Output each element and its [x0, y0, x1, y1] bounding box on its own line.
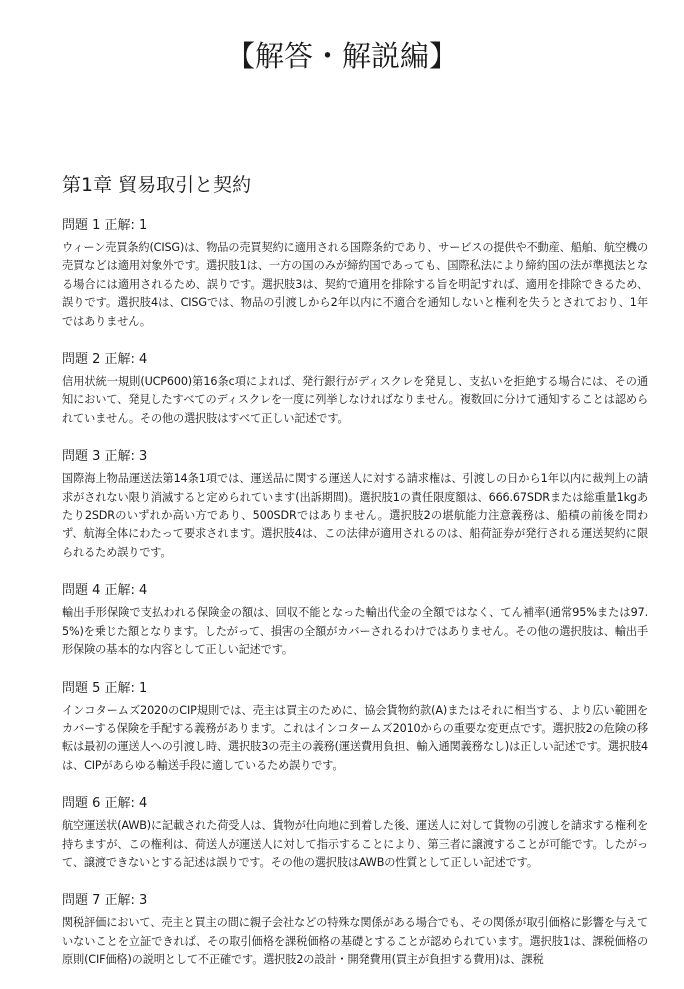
answer-item-2 [62, 350, 648, 428]
answer-item-7 [62, 891, 648, 969]
answer-heading: 問題 1 正解: 1 [62, 218, 148, 233]
answer-explanation: インコタームズ2020のCIP規則では、売主は買主のために、協会貨物約款(A)またはそれに相当する、より広い範囲をカバーする保険を手配する義務があります。これはインコタームズ2010からの重要な変更点です。選択肢2の危険の移転は最初の運送人への引渡し時、選択肢3の売主の義務(運送費用負担、輸入通関義務なし)は正しい記述です。選択肢4は、CIPがあらゆる輸送手段に適しているため誤りです。 [62, 703, 648, 772]
answer-heading: 問題 6 正解: 4 [62, 796, 148, 812]
answer-item-6 [62, 794, 648, 872]
answer-explanation: 輸出手形保険で支払われる保険金の額は、回収不能となった輸出代金の全額ではなく、てん補率(通常95%または97.5%)を乗じた額となります。したがって、損害の全額がカバーされるわけではありません。その他の選択肢は、輸出手形保険の基本的な内容として正しい記述です。 [62, 606, 648, 657]
answer-explanation: 信用状統一規則(UCP600)第16条c項によれば、発行銀行がディスクレを発見し、支払いを拒絶する場合には、その通知において、発見したすべてのディスクレを一度に列挙しなければなりません。複数回に分けて通知することは認められていません。その他の選択肢はすべて正しい記述です。 [62, 375, 648, 425]
answer-explanation: 関税評価において、売主と買主の間に親子会社などの特殊な関係がある場合でも、その関係が取引価格に影響を与えていないことを立証できれば、その取引価格を課税価格の基礎とすることが認められています。選択肢1は、課税価格の原則(CIF価格)の説明として不正確です。選択肢2の設計・開発費用(買主が負担する費用)は、課税 [62, 916, 648, 967]
answer-heading: 問題 2 正解: 4 [62, 352, 148, 368]
answer-explanation: 航空運送状(AWB)に記載された荷受人は、貨物が仕向地に到着した後、運送人に対して貨物の引渡しを請求する権利を持ちますが、この権利は、荷送人が運送人に対して指示することにより、第三者に譲渡することが可能です。したがって、譲渡できないとする記述は誤りです。その他の選択肢はAWBの性質として正しい記述です。 [62, 819, 648, 869]
page-title: 【解答・解説編】 [225, 39, 458, 73]
chapter-title: 第1章 貿易取引と契約 [62, 174, 252, 196]
answer-item-4 [62, 581, 648, 659]
answer-explanation: 国際海上物品運送法第14条1項では、運送品に関する運送人に対する請求権は、引渡しの日から1年以内に裁判上の請求がされない限り消滅すると定められています(出訴期間)。選択肢1の責任限度額は、666.67SDRまたは総重量1kgあたり2SDRのいずれか高い方であり、500SDRではありません。選択肢2の堪航能力注意義務は、船積の前後を問わず、航海全体にわたって要求されます。選択肢4は、この法律が適用されるのは、船荷証券が発行される運送契約に限られるため誤りです。 [62, 472, 648, 559]
answer-item-1 [62, 216, 648, 331]
answer-explanation: ウィーン売買条約(CISG)は、物品の売買契約に適用される国際条約であり、サービスの提供や不動産、船舶、航空機の売買などは適用対象外です。選択肢1は、一方の国のみが締約国であっても、国際私法により締約国の法が準拠法となる場合には適用されるため、誤りです。選択肢3は、契約で適用を排除する旨を明記すれば、適用を排除できるため、誤りです。選択肢4は、CISGでは、物品の引渡しから2年以内に不適合を通知しないと権利を失うとされており、1年ではありません。 [62, 241, 648, 328]
answer-heading: 問題 7 正解: 3 [62, 893, 148, 909]
answer-heading: 問題 3 正解: 3 [62, 449, 148, 465]
answer-heading: 問題 4 正解: 4 [62, 583, 148, 599]
answer-list [62, 216, 648, 989]
answer-heading: 問題 5 正解: 1 [62, 680, 148, 696]
answer-item-3 [62, 447, 648, 562]
answer-item-5 [62, 679, 648, 776]
